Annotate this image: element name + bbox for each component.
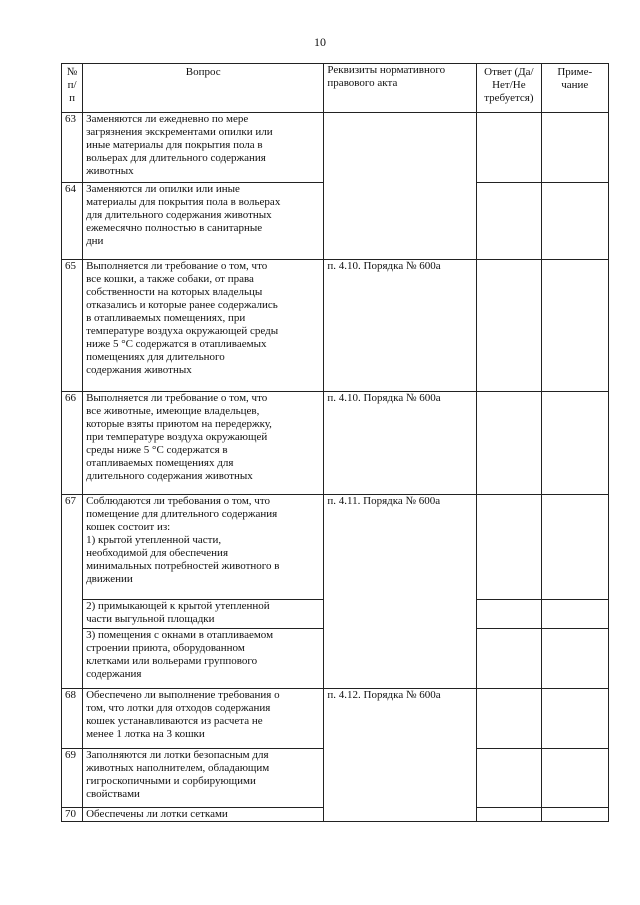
note-cell[interactable] xyxy=(541,495,608,600)
answer-cell[interactable] xyxy=(477,808,541,822)
header-number: № п/п xyxy=(62,64,83,113)
table-header-row xyxy=(62,64,609,113)
row-question: Выполняется ли требование о том, что все животные, имеющие владельцев, которые взяты приютом на передержку, при температуре воздуха окружающей среды ниже 5 °С содержатся в отапливаемых помещениях для длительного содержания животных xyxy=(83,392,324,495)
answer-cell[interactable] xyxy=(477,689,541,749)
row-question: 3) помещения с окнами в отапливаемом строении приюта, оборудованном клетками или вольерами группового содержания xyxy=(83,629,324,689)
answer-cell[interactable] xyxy=(477,600,541,629)
note-cell[interactable] xyxy=(541,689,608,749)
row-question: Обеспечено ли выполнение требования о том, что лотки для отходов содержания кошек устанавливаются из расчета не менее 1 лотка на 3 кошки xyxy=(83,689,324,749)
answer-cell[interactable] xyxy=(477,183,541,260)
row-number: 63 xyxy=(62,113,83,183)
row-reference: п. 4.10. Порядка № 600а xyxy=(324,392,477,495)
row-reference: п. 4.12. Порядка № 600а xyxy=(324,689,477,822)
answer-cell[interactable] xyxy=(477,495,541,600)
note-cell[interactable] xyxy=(541,749,608,808)
table-row xyxy=(62,689,609,749)
answer-cell[interactable] xyxy=(477,392,541,495)
table-row xyxy=(62,113,609,183)
row-question: Заменяются ли опилки или иные материалы для покрытия пола в вольерах для длительного содержания животных ежемесячно полностью в санитарные дни xyxy=(83,183,324,260)
answer-cell[interactable] xyxy=(477,749,541,808)
row-number: 68 xyxy=(62,689,83,749)
note-cell[interactable] xyxy=(541,629,608,689)
header-reference: Реквизиты нормативного правового акта xyxy=(324,64,477,113)
answer-cell[interactable] xyxy=(477,260,541,392)
answer-cell[interactable] xyxy=(477,629,541,689)
note-cell[interactable] xyxy=(541,808,608,822)
row-number: 64 xyxy=(62,183,83,260)
note-cell[interactable] xyxy=(541,183,608,260)
row-question: Обеспечены ли лотки сетками xyxy=(83,808,324,822)
row-question: Заменяются ли ежедневно по мере загрязнения экскрементами опилки или иные материалы для покрытия пола в вольерах для длительного содержания животных xyxy=(83,113,324,183)
header-question: Вопрос xyxy=(83,64,324,113)
row-number: 65 xyxy=(62,260,83,392)
header-note: Приме- чание xyxy=(541,64,608,113)
note-cell[interactable] xyxy=(541,392,608,495)
row-question: Соблюдаются ли требования о том, что помещение для длительного содержания кошек состоит из: 1) крытой утепленной части, необходимой для обеспечения минимальных потребностей животного в движении xyxy=(83,495,324,600)
row-reference xyxy=(324,113,477,260)
checklist-table xyxy=(61,63,609,822)
row-number: 66 xyxy=(62,392,83,495)
row-reference: п. 4.10. Порядка № 600а xyxy=(324,260,477,392)
row-number: 69 xyxy=(62,749,83,808)
page-number: 10 xyxy=(314,35,326,49)
table-row xyxy=(62,495,609,600)
row-reference: п. 4.11. Порядка № 600а xyxy=(324,495,477,689)
row-question: Выполняется ли требование о том, что все кошки, а также собаки, от права собственности на которых владельцы отказались и которые ранее содержались в отапливаемых помещениях, при температуре воздуха окружающей среды ниже 5 °С содержатся в отапливаемых помещениях для длительного содержания животных xyxy=(83,260,324,392)
note-cell[interactable] xyxy=(541,113,608,183)
table-row xyxy=(62,392,609,495)
note-cell[interactable] xyxy=(541,260,608,392)
answer-cell[interactable] xyxy=(477,113,541,183)
row-question: Заполняются ли лотки безопасным для животных наполнителем, обладающим гигроскопичными и сорбирующими свойствами xyxy=(83,749,324,808)
note-cell[interactable] xyxy=(541,600,608,629)
row-number: 67 xyxy=(62,495,83,689)
row-question: 2) примыкающей к крытой утепленной части выгульной площадки xyxy=(83,600,324,629)
table-row xyxy=(62,260,609,392)
header-answer: Ответ (Да/ Нет/Не требуется) xyxy=(477,64,541,113)
row-number: 70 xyxy=(62,808,83,822)
